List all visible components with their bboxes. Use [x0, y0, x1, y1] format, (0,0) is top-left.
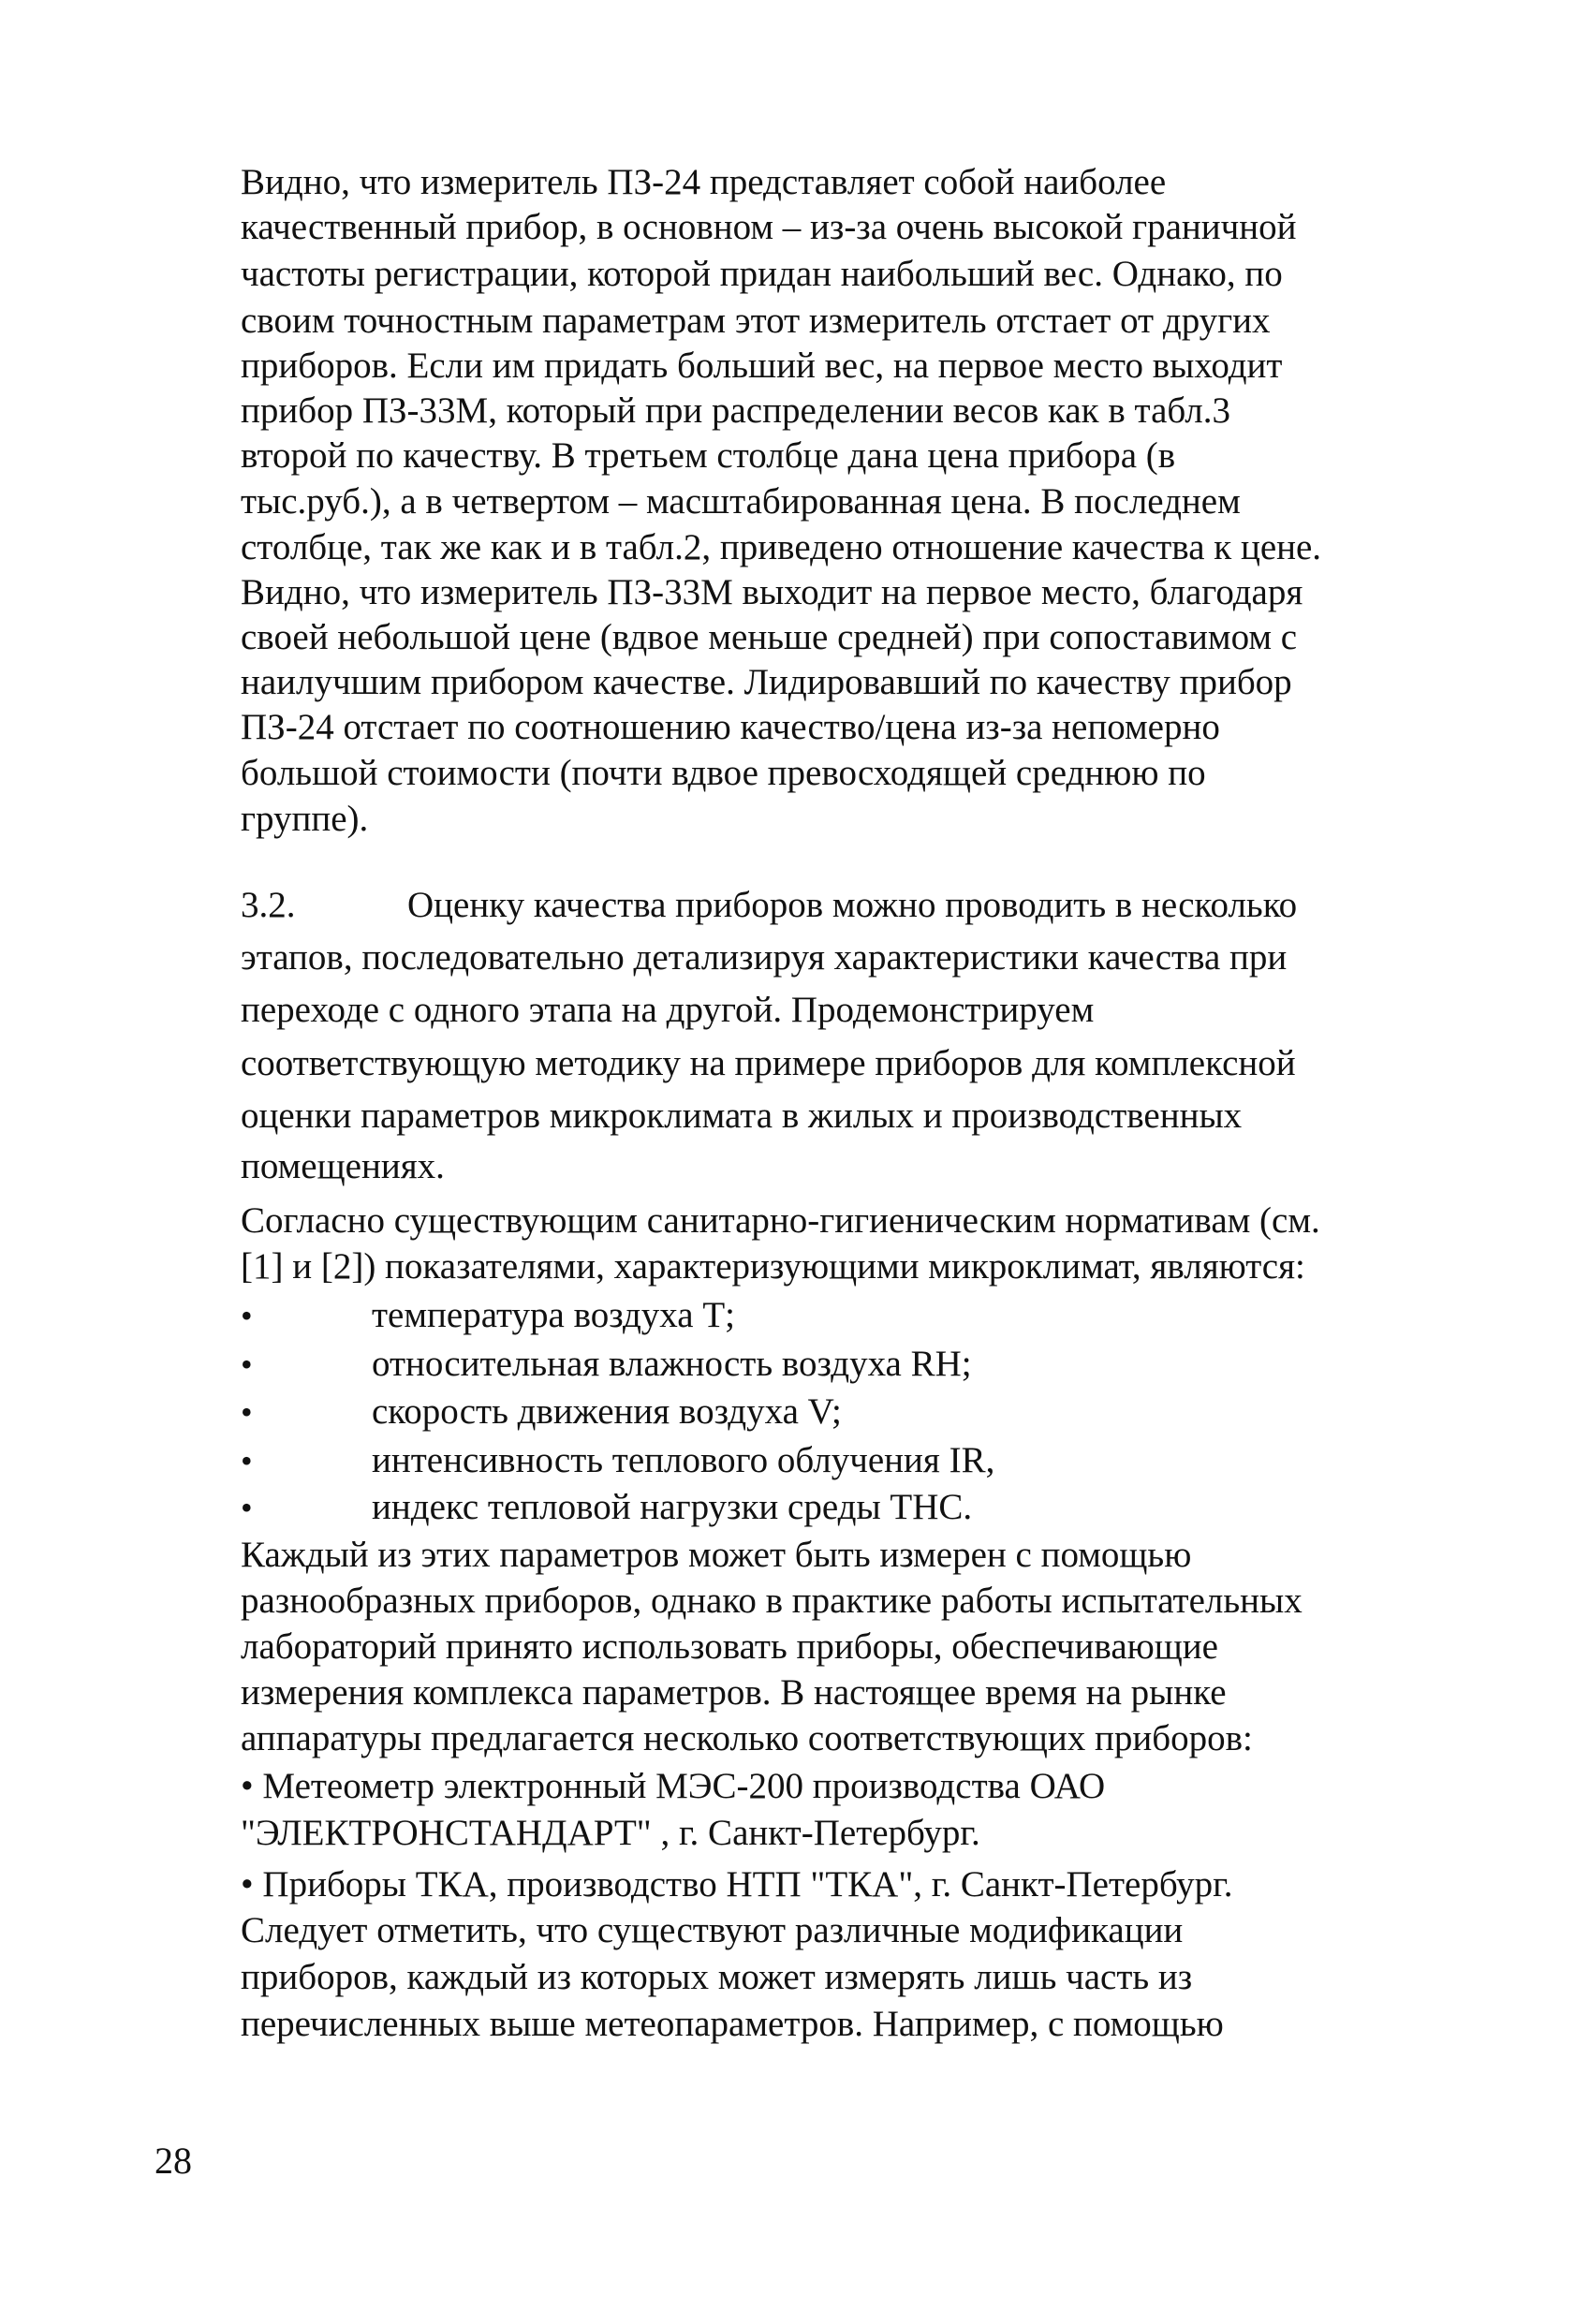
- paragraph-1-line: своей небольшой цене (вдвое меньше средней) при сопоставимом с: [241, 617, 1298, 657]
- page-number: 28: [155, 2140, 192, 2182]
- section-3-2-line: помещениях.: [241, 1146, 445, 1186]
- final-paragraph-line: приборов, каждый из которых может измерять лишь часть из: [241, 1957, 1193, 1997]
- device-list-item-continuation: "ЭЛЕКТРОНСТАНДАРТ" , г. Санкт-Петербург.: [241, 1813, 980, 1853]
- section-3-2-line: переходе с одного этапа на другой. Продемонстрируем: [241, 990, 1095, 1030]
- indicator-item: температура воздуха Т;: [372, 1295, 736, 1335]
- indicator-item: относительная влажность воздуха RH;: [372, 1344, 972, 1384]
- devices-paragraph-line: измерения комплекса параметров. В настоящее время на рынке: [241, 1672, 1227, 1713]
- devices-paragraph-line: разнообразных приборов, однако в практике работы испытательных: [241, 1581, 1303, 1621]
- paragraph-1-line: прибор ПЗ-33М, который при распределении весов как в табл.3: [241, 390, 1230, 431]
- section-3-2-line: этапов, последовательно детализируя характеристики качества при: [241, 937, 1288, 978]
- device-list-item: • Метеометр электронный МЭС-200 производства ОАО: [241, 1766, 1106, 1806]
- paragraph-1-line: качественный прибор, в основном – из-за очень высокой граничной: [241, 207, 1297, 247]
- bullet-icon: •: [241, 1442, 253, 1479]
- paragraph-1-line: Видно, что измеритель ПЗ-24 представляет собой наиболее: [241, 162, 1167, 202]
- paragraph-1-line: наилучшим прибором качестве. Лидировавший по качеству прибор: [241, 662, 1292, 702]
- paragraph-1-line: своим точностным параметрам этот измеритель отстает от других: [241, 301, 1271, 341]
- paragraph-1-line: второй по качеству. В третьем столбце дана цена прибора (в: [241, 435, 1176, 476]
- paragraph-1-line: тыс.руб.), а в четвертом – масштабированная цена. В последнем: [241, 481, 1241, 522]
- bullet-icon: •: [241, 1489, 253, 1526]
- section-3-2-line: соответствующую методику на примере приборов для комплексной: [241, 1043, 1296, 1083]
- paragraph-1-line: группе).: [241, 799, 369, 839]
- paragraph-1-line: частоты регистрации, которой придан наибольший вес. Однако, по: [241, 254, 1283, 294]
- section-3-2-line: оценки параметров микроклимата в жилых и производственных: [241, 1096, 1243, 1136]
- paragraph-1-line: Видно, что измеритель ПЗ-33М выходит на первое место, благодаря: [241, 572, 1303, 612]
- section-number: 3.2.: [241, 885, 296, 925]
- devices-paragraph-line: лабораторий принято использовать приборы, обеспечивающие: [241, 1626, 1218, 1667]
- bullet-icon: •: [241, 1346, 253, 1383]
- devices-paragraph-line: аппаратуры предлагается несколько соответствующих приборов:: [241, 1718, 1253, 1758]
- final-paragraph-line: перечисленных выше метеопараметров. Например, с помощью: [241, 2004, 1224, 2044]
- bullet-icon: •: [241, 1393, 253, 1431]
- device-list-item: • Приборы ТКА, производство НТП "ТКА", г. Санкт-Петербург.: [241, 1864, 1233, 1905]
- norms-paragraph-line: [1] и [2]) показателями, характеризующими микроклимат, являются:: [241, 1246, 1305, 1287]
- section-3-2-line: Оценку качества приборов можно проводить в несколько: [407, 885, 1298, 925]
- paragraph-1-line: столбце, так же как и в табл.2, приведено отношение качества к цене.: [241, 527, 1322, 567]
- final-paragraph-line: Следует отметить, что существуют различные модификации: [241, 1910, 1184, 1950]
- indicator-item: интенсивность теплового облучения IR,: [372, 1440, 995, 1480]
- paragraph-1-line: ПЗ-24 отстает по соотношению качество/цена из-за непомерно: [241, 707, 1220, 747]
- devices-paragraph-line: Каждый из этих параметров может быть измерен с помощью: [241, 1535, 1192, 1575]
- bullet-icon: •: [241, 1297, 253, 1334]
- paragraph-1-line: приборов. Если им придать больший вес, на первое место выходит: [241, 346, 1283, 386]
- norms-paragraph-line: Согласно существующим санитарно-гигиеническим нормативам (см.: [241, 1200, 1320, 1241]
- paragraph-1-line: большой стоимости (почти вдвое превосходящей среднюю по: [241, 753, 1206, 793]
- indicator-item: индекс тепловой нагрузки среды ТНС.: [372, 1487, 973, 1527]
- indicator-item: скорость движения воздуха V;: [372, 1391, 842, 1432]
